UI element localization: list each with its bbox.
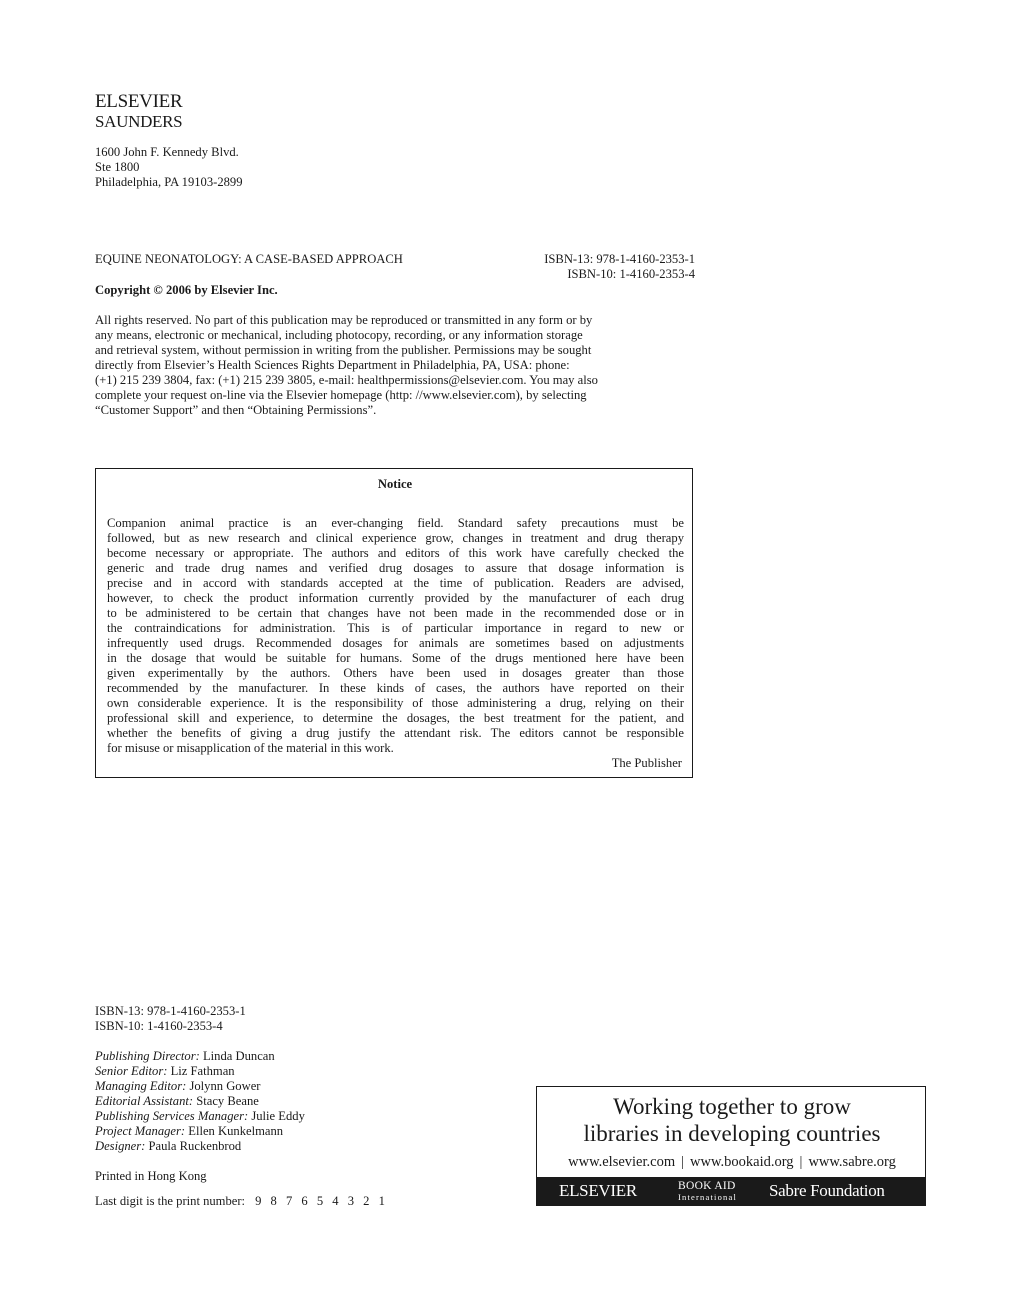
notice-line: however, to check the product information currently provided by the manufacturer of each drug (107, 591, 684, 605)
ad-link-sabre: www.sabre.org (808, 1154, 896, 1170)
rights-line: All rights reserved. No part of this publication may be reproduced or transmitted in any form or by (95, 313, 593, 327)
ad-logo-elsevier: ELSEVIER (559, 1181, 637, 1200)
credit-role: Publishing Director: (95, 1049, 200, 1063)
credit-person: Ellen Kunkelmann (188, 1124, 284, 1138)
notice-body (107, 516, 684, 756)
book-title: EQUINE NEONATOLOGY: A CASE-BASED APPROACH (95, 252, 403, 266)
notice-box (95, 468, 693, 778)
rights-line: and retrieval system, without permission in writing from the publisher. Permissions may be sought (95, 343, 592, 357)
isbn-13: ISBN-13: 978-1-4160-2353-1 (544, 252, 695, 266)
rights-line: (+1) 215 239 3804, fax: (+1) 215 239 3805, e-mail: healthpermissions@elsevier.com. You may also (95, 373, 598, 387)
notice-line: given experimentally by the authors. Others have been used in dosages greater than those (107, 666, 684, 680)
credits-list (95, 1049, 305, 1154)
credit-row (95, 1064, 305, 1079)
ad-headline-line1: Working together to grow (613, 1094, 851, 1119)
rights-line: directly from Elsevier’s Health Sciences Rights Department in Philadelphia, PA, USA: phone: (95, 358, 570, 372)
isbn-10: ISBN-10: 1-4160-2353-4 (95, 1019, 223, 1033)
printed-in: Printed in Hong Kong (95, 1169, 207, 1183)
credit-person: Linda Duncan (202, 1049, 275, 1063)
address-line: Ste 1800 (95, 160, 140, 174)
notice-line: to be administered to be certain that changes have not been made in the recommended dose or in (107, 606, 684, 620)
credit-role: Senior Editor: (95, 1064, 168, 1078)
ad-logo-bar (537, 1177, 925, 1206)
notice-line: the contraindications for administration. This is of particular importance in regard to new or (107, 621, 684, 635)
notice-line: for misuse or misapplication of the material in this work. (107, 741, 394, 755)
notice-line: professional skill and experience, to determine the dosages, the best treatment for the patient, and (107, 711, 684, 725)
print-number-digits: 9 8 7 6 5 4 3 2 1 (255, 1194, 385, 1208)
notice-line: Companion animal practice is an ever-changing field. Standard safety precautions must be (107, 516, 684, 530)
credit-person: Liz Fathman (170, 1064, 235, 1078)
address-line: Philadelphia, PA 19103-2899 (95, 175, 243, 189)
notice-line: recommended by the manufacturer. In these kinds of cases, the authors have reported on their (107, 681, 684, 695)
credit-role: Managing Editor: (95, 1079, 187, 1093)
publisher-logo-saunders: SAUNDERS (95, 112, 183, 131)
address-line: 1600 John F. Kennedy Blvd. (95, 145, 239, 159)
notice-line: in the dosage that would be suitable for humans. Some of the drugs mentioned here have been (107, 651, 684, 665)
credit-row (95, 1094, 305, 1109)
credit-row (95, 1109, 305, 1124)
credit-role: Designer: (95, 1139, 146, 1153)
credit-person: Jolynn Gower (189, 1079, 261, 1093)
notice-line: whether the benefits of giving a drug justify the attendant risk. The editors cannot be responsible (107, 726, 684, 740)
ad-link-bookaid: www.bookaid.org (690, 1154, 794, 1170)
credit-row (95, 1049, 305, 1064)
credit-person: Paula Ruckenbrod (148, 1139, 242, 1153)
ad-links (537, 1153, 927, 1171)
credit-role: Editorial Assistant: (95, 1094, 194, 1108)
ad-separator: | (799, 1154, 803, 1170)
isbn-block-bottom (95, 1004, 246, 1034)
credit-person: Stacy Beane (196, 1094, 259, 1108)
credit-row (95, 1124, 305, 1139)
isbn-block-top (544, 252, 695, 282)
isbn-10: ISBN-10: 1-4160-2353-4 (567, 267, 695, 281)
ad-separator: | (681, 1154, 685, 1170)
publisher-address (95, 145, 243, 190)
credit-role: Publishing Services Manager: (95, 1109, 249, 1123)
credit-row (95, 1139, 305, 1154)
rights-line: complete your request on-line via the Elsevier homepage (http: //www.elsevier.com), by selecting (95, 388, 587, 402)
print-number-line (95, 1194, 385, 1209)
ad-logo-bookaid-subtitle: International (678, 1192, 738, 1202)
notice-title: Notice (377, 477, 413, 491)
notice-line: precise and in accord with standards accepted at the time of publication. Readers are advised, (107, 576, 684, 590)
notice-line: followed, but as new research and clinical experience grow, changes in treatment and drug therapy (107, 531, 684, 545)
publisher-logo-elsevier: ELSEVIER (95, 91, 183, 112)
rights-line: “Customer Support” and then “Obtaining Permissions”. (95, 403, 377, 417)
notice-line: become necessary or appropriate. The authors and editors of this work have carefully checked the (107, 546, 684, 560)
ad-headline-line2: libraries in developing countries (583, 1121, 881, 1146)
print-number-label: Last digit is the print number: (95, 1194, 246, 1208)
notice-line: infrequently used drugs. Recommended dosages for animals are sometimes based on adjustments (107, 636, 684, 650)
ad-logo-bookaid: BOOK AID (678, 1180, 736, 1192)
rights-line: any means, electronic or mechanical, including photocopy, recording, or any information storage (95, 328, 583, 342)
credit-role: Project Manager: (95, 1124, 186, 1138)
ad-logo-sabre: Sabre Foundation (769, 1181, 885, 1200)
isbn-13: ISBN-13: 978-1-4160-2353-1 (95, 1004, 246, 1018)
rights-paragraph (95, 313, 695, 418)
copyright-line: Copyright © 2006 by Elsevier Inc. (95, 283, 278, 297)
credit-row (95, 1079, 305, 1094)
notice-signoff: The Publisher (611, 756, 682, 770)
credit-person: Julie Eddy (251, 1109, 305, 1123)
notice-line: generic and trade drug names and verified drug dosages to assure that dosage information is (107, 561, 684, 575)
book-aid-advertisement (536, 1086, 926, 1206)
notice-line: own considerable experience. It is the responsibility of those administering a drug, relying on their (107, 696, 684, 710)
ad-link-elsevier: www.elsevier.com (568, 1154, 676, 1170)
